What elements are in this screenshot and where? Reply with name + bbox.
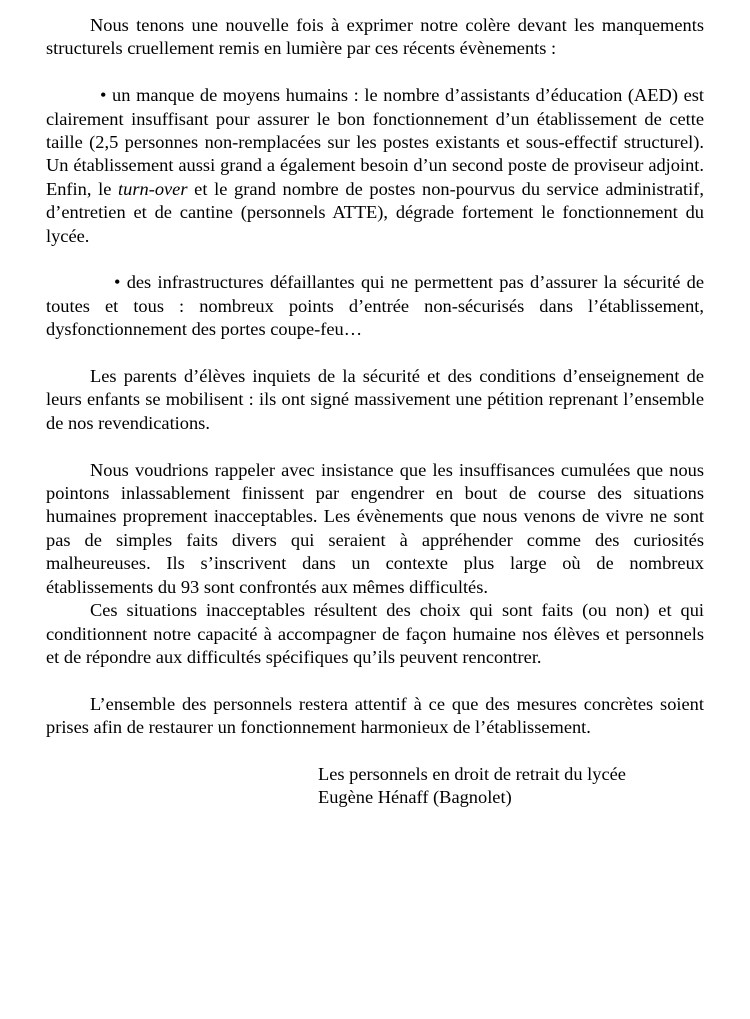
signature-line-2: Eugène Hénaff (Bagnolet) (318, 787, 512, 808)
bullet-human-resources-text-end: et le grand nombre de postes non-pourvus du service administratif, d’entretien et de cantine (personnels ATTE), dégrade fortement le fonctionnement du lycée. (46, 178, 704, 246)
bullet-infrastructure: • des infrastructures défaillantes qui ne permettent pas d’assurer la sécurité de toutes et tous : nombreux points d’entrée non-sécurisés dans l’établissement, dysfonctionnement des portes coupe-feu… (46, 272, 704, 340)
bullet-human-resources (46, 84, 704, 248)
paragraph-conclusion: L’ensemble des personnels restera attentif à ce que des mesures concrètes soient prises afin de restaurer un fonctionnement harmonieux de l’établissement. (46, 693, 704, 738)
paragraph-parents: Les parents d’élèves inquiets de la sécurité et des conditions d’enseignement de leurs enfants se mobilisent : ils ont signé massivement une pétition reprenant l’ensemble de nos revendications. (46, 366, 704, 433)
signature-block (46, 763, 704, 810)
letter-body (46, 14, 704, 810)
bullet-human-resources-text-start: • un manque de moyens humains : le nombre d’assistants d’éducation (AED) est clairement insuffisant pour assurer le bon fonctionnement d’un établissement de cette taille (2,5 personnes non-remplacées sur les postes existants et sous-effectif structurel). Un établissement aussi grand a également besoin d’un second poste de proviseur adjoint. Enfin, le (46, 85, 704, 199)
bullet-human-resources-italic-term: turn-over (118, 178, 188, 199)
paragraph-intro: Nous tenons une nouvelle fois à exprimer notre colère devant les manquements structurels cruellement remis en lumière par ces récents évènements : (46, 15, 704, 59)
paragraph-insistence: Nous voudrions rappeler avec insistance que les insuffisances cumulées que nous pointons inlassablement finissent par engendrer en bout de course des situations humaines proprement inacceptables. Les évènements que nous venons de vivre ne sont pas de simples faits divers qui seraient à appréhender comme des curiosités malheureuses. Ils s’inscrivent dans un contexte plus large où de nombreux établissements du 93 sont confrontés aux mêmes difficultés. (46, 459, 704, 597)
paragraph-choices: Ces situations inacceptables résultent des choix qui sont faits (ou non) et qui conditionnent notre capacité à accompagner de façon humaine nos élèves et personnels et de répondre aux difficultés spécifiques qu’ils peuvent rencontrer. (46, 600, 704, 667)
signature-line-1: Les personnels en droit de retrait du lycée (318, 763, 626, 784)
